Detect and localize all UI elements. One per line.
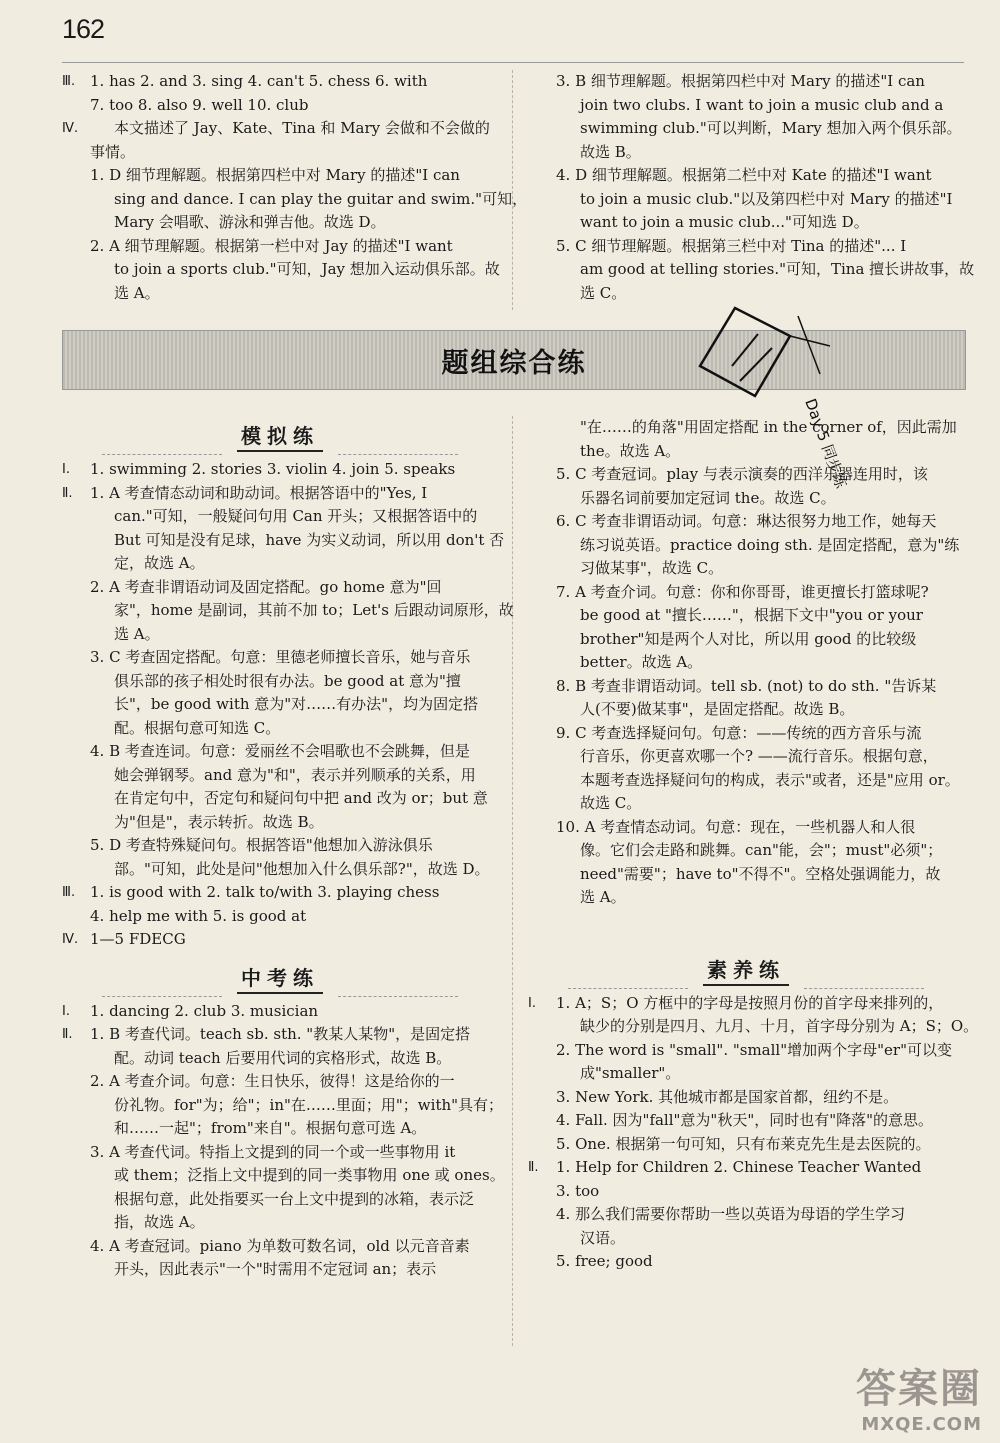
answer-text: 配。动词 teach 后要用代词的宾格形式，故选 B。 [114, 1048, 452, 1067]
answer-text: 乐器名词前要加定冠词 the。故选 C。 [580, 488, 836, 507]
answer-line [528, 581, 964, 605]
answer-line [62, 787, 498, 811]
answer-text: 或 them；泛指上文中提到的同一类事物用 one 或 ones。 [114, 1166, 505, 1184]
answer-text: 份礼物。for"为；给"；in"在……里面；用"；with"具有； [114, 1095, 504, 1114]
answer-text: 配。根据句意可知选 C。 [114, 718, 281, 737]
answer-line [528, 604, 964, 628]
answer-line [528, 839, 964, 863]
answer-line [528, 1180, 964, 1204]
answer-line [528, 651, 964, 675]
answer-line [528, 141, 964, 165]
answer-text: 2. The word is "small". "small"增加两个字母"er"可以变 [556, 1040, 952, 1059]
answer-text: 1. A 考查情态动词和助动词。根据答语中的"Yes, I [90, 483, 428, 502]
column-divider-top [512, 70, 513, 310]
answer-text: swimming club."可以判断，Mary 想加入两个俱乐部。 [580, 119, 962, 137]
answer-line [62, 552, 498, 576]
answer-text: 她会弹钢琴。and 意为"和"，表示并列顺承的关系，用 [114, 765, 476, 784]
answer-text: 事情。 [90, 142, 136, 161]
answer-line [528, 510, 964, 534]
answer-text: 练习说英语。practice doing sth. 是固定搭配，意为"练 [580, 535, 960, 554]
answer-text: 5. D 考查特殊疑问句。根据答语"他想加入游泳俱乐 [90, 836, 433, 854]
answer-line [62, 117, 498, 141]
answer-line [62, 258, 498, 282]
answer-line [62, 94, 498, 118]
answer-line [62, 693, 498, 717]
answer-text: be good at "擅长……"，根据下文中"you or your [580, 606, 923, 624]
answer-line [528, 70, 964, 94]
answer-line [528, 675, 964, 699]
part-label: Ⅳ. [62, 932, 79, 947]
section-title-literacy: 素养练 [528, 950, 964, 992]
section-title-simulation: 模拟练 [62, 416, 498, 458]
answer-text: 1. has 2. and 3. sing 4. can't 5. chess 6. with [90, 72, 428, 90]
answer-line [528, 258, 975, 282]
answer-text: Mary 会唱歌、游泳和弹吉他。故选 D。 [114, 213, 386, 231]
part-label: Ⅰ. [62, 1003, 70, 1019]
answer-text: 1. A；S；O 方框中的字母是按照月份的首字母来排列的， [556, 993, 944, 1012]
answer-line [528, 94, 964, 118]
answer-text: 1. D 细节理解题。根据第四栏中对 Mary 的描述"I can [90, 166, 460, 184]
answer-text: 3. New York. 其他城市都是国家首都，纽约不是。 [556, 1087, 899, 1106]
answer-line [528, 1109, 964, 1133]
answer-text: join two clubs. I want to join a music club and a [580, 95, 944, 114]
answer-line [62, 623, 498, 647]
answer-text: need"需要"；have to"不得不"。空格处强调能力，故 [580, 864, 941, 883]
answer-text: 在肯定句中，否定句和疑问句中把 and 改为 or；but 意 [114, 789, 488, 807]
answer-text: 选 A。 [114, 283, 160, 302]
answer-text: 汉语。 [580, 1228, 626, 1247]
answer-line [62, 1117, 498, 1141]
answer-line [528, 416, 964, 440]
column-divider-bottom [512, 416, 513, 1346]
answer-line [62, 70, 498, 94]
part-label: Ⅱ. [62, 485, 73, 501]
answer-text: 故选 C。 [580, 794, 642, 812]
part-label: Ⅳ. [62, 121, 79, 136]
answer-line [528, 463, 964, 487]
answer-line [62, 858, 498, 882]
answer-text: 家"，home 是副词，其前不加 to；Let's 后跟动词原形，故 [114, 601, 514, 619]
stamp-text: Day 5 同步练 [801, 396, 851, 491]
answer-line [528, 1086, 964, 1110]
answer-line [62, 881, 498, 905]
answer-text: 10. A 考查情态动词。句意：现在，一些机器人和人很 [556, 817, 916, 836]
top-right-column [528, 70, 975, 305]
answer-text: 5. free; good [556, 1252, 653, 1270]
answer-line [62, 1235, 498, 1259]
answer-line [62, 235, 498, 259]
answer-text: 本文描述了 Jay、Kate、Tina 和 Mary 会做和不会做的 [114, 119, 490, 137]
answer-text: sing and dance. I can play the guitar and swim."可知， [114, 189, 528, 208]
answer-text: 4. 那么我们需要你帮助一些以英语为母语的学生学习 [556, 1205, 906, 1223]
part-label: Ⅲ. [62, 885, 76, 900]
answer-text: 和……一起"；from"来自"。根据句意可选 A。 [114, 1119, 427, 1137]
answer-line [62, 482, 498, 506]
answer-line [528, 1015, 979, 1039]
answer-line [528, 117, 964, 141]
answer-text: 5. One. 根据第一句可知，只有布莱克先生是去医院的。 [556, 1134, 931, 1153]
answer-line [528, 992, 964, 1016]
answer-line [62, 1094, 504, 1118]
answer-text: 3. A 考查代词。特指上文提到的同一个或一些事物用 it [90, 1142, 456, 1161]
answer-text: 1. is good with 2. talk to/with 3. playing chess [90, 883, 440, 901]
answer-text: 根据句意，此处指要买一台上文中提到的冰箱，表示泛 [114, 1189, 475, 1208]
top-rule [62, 62, 964, 63]
answer-text: 4. help me with 5. is good at [90, 906, 307, 925]
answer-text: 故选 B。 [580, 142, 641, 161]
page-number: 162 [62, 14, 105, 44]
answer-line [62, 670, 498, 694]
answer-line [62, 529, 505, 553]
answer-text: 部。"可知，此处是问"他想加入什么俱乐部?"，故选 D。 [114, 859, 490, 878]
answer-text: 1. Help for Children 2. Chinese Teacher Wanted [556, 1158, 922, 1176]
top-left-column [62, 70, 528, 305]
answer-line [528, 1039, 964, 1063]
answer-line [62, 646, 498, 670]
answer-line [62, 740, 498, 764]
answer-line [528, 698, 964, 722]
answer-line [528, 1203, 964, 1227]
right-column [528, 416, 979, 1274]
answer-text: 6. C 考查非谓语动词。句意：琳达很努力地工作，她每天 [556, 512, 937, 530]
answer-text: to join a music club."以及第四栏中对 Mary 的描述"I [580, 189, 953, 208]
answer-text: 3. too [556, 1181, 600, 1200]
part-label: Ⅱ. [528, 1160, 539, 1175]
section-title-exam: 中考练 [62, 958, 498, 1000]
answer-text: 指，故选 A。 [114, 1213, 205, 1231]
answer-line [528, 816, 964, 840]
part-label: Ⅲ. [62, 74, 76, 89]
watermark [856, 1357, 982, 1435]
answer-line [528, 1156, 964, 1180]
answer-text: 7. too 8. also 9. well 10. club [90, 95, 309, 114]
answer-text: 1. swimming 2. stories 3. violin 4. join 5. speaks [90, 460, 456, 478]
answer-text: 为"但是"，表示转折。故选 B。 [114, 812, 324, 831]
answer-text: 4. Fall. 因为"fall"意为"秋天"，同时也有"降落"的意思。 [556, 1111, 934, 1129]
answer-line [528, 211, 964, 235]
answer-line [528, 1062, 964, 1086]
answer-line [62, 211, 498, 235]
answer-text: 1—5 FDECG [90, 930, 186, 948]
watermark-logo: 答案圈 [856, 1366, 982, 1412]
answer-text: 选 A。 [114, 624, 160, 643]
answer-line [528, 628, 964, 652]
answer-line [528, 769, 964, 793]
answer-text: to join a sports club."可知，Jay 想加入运动俱乐部。故 [114, 260, 500, 278]
answer-line [62, 717, 498, 741]
answer-text: 开头，因此表示"一个"时需用不定冠词 an；表示 [114, 1260, 437, 1278]
answer-line [62, 458, 498, 482]
answer-text: 人(不要)做某事"，是固定搭配。故选 B。 [580, 700, 855, 718]
answer-line [62, 164, 498, 188]
answer-text: 4. D 细节理解题。根据第二栏中对 Kate 的描述"I want [556, 166, 932, 184]
answer-text: better。故选 A。 [580, 653, 703, 671]
answer-text: the。故选 A。 [580, 441, 681, 460]
answer-text: 习做某事"，故选 C。 [580, 559, 724, 577]
answer-text: am good at telling stories."可知，Tina 擅长讲故事，故 [580, 260, 975, 278]
answer-text: 行音乐，你更喜欢哪一个? ——流行音乐。根据句意， [580, 747, 938, 765]
answer-text: 4. B 考查连词。句意：爱丽丝不会唱歌也不会跳舞，但是 [90, 742, 470, 760]
answer-line [62, 1070, 498, 1094]
answer-text: brother"知是两个人对比，所以用 good 的比较级 [580, 629, 917, 648]
answer-text: 5. C 考查冠词。play 与表示演奏的西洋乐器连用时，该 [556, 465, 928, 483]
answer-line [528, 487, 964, 511]
answer-line [528, 1250, 964, 1274]
answer-text: 缺少的分别是四月、九月、十月，首字母分别为 A；S；O。 [580, 1017, 979, 1035]
answer-text: 2. A 考查非谓语动词及固定搭配。go home 意为"回 [90, 577, 442, 596]
answer-line [528, 188, 964, 212]
answer-line [528, 722, 964, 746]
answer-line [62, 811, 498, 835]
answer-line [528, 235, 964, 259]
part-label: Ⅱ. [62, 1027, 73, 1042]
left-column [62, 416, 514, 1282]
answer-text: 3. B 细节理解题。根据第四栏中对 Mary 的描述"I can [556, 72, 925, 90]
answer-line [62, 141, 498, 165]
answer-line [62, 1023, 498, 1047]
answer-line [528, 1133, 964, 1157]
answer-line [62, 576, 498, 600]
answer-text: 定，故选 A。 [114, 554, 205, 572]
answer-text: 1. dancing 2. club 3. musician [90, 1001, 319, 1020]
answer-line [528, 534, 964, 558]
banner-title: 题组综合练 [441, 348, 587, 379]
answer-line [62, 928, 498, 952]
answer-line [62, 599, 514, 623]
answer-text: 7. A 考查介词。句意：你和你哥哥，谁更擅长打篮球呢? [556, 582, 929, 601]
answer-line [62, 834, 498, 858]
answer-line [62, 282, 498, 306]
answer-line [528, 863, 964, 887]
answer-line [528, 1227, 964, 1251]
answer-text: But 可知是没有足球，have 为实义动词，所以用 don't 否 [114, 530, 505, 549]
answer-text: 3. C 考查固定搭配。句意：里德老师擅长音乐，她与音乐 [90, 648, 471, 666]
answer-text: "在……的角落"用固定搭配 in the corner of，因此需加 [580, 418, 957, 436]
answer-line [62, 1211, 498, 1235]
answer-line [62, 1188, 498, 1212]
answer-line [62, 188, 528, 212]
answer-text: 2. A 细节理解题。根据第一栏中对 Jay 的描述"I want [90, 236, 453, 255]
answer-text: 长"，be good with 意为"对……有办法"，均为固定搭 [114, 695, 479, 713]
answer-line [62, 1141, 498, 1165]
answer-line [62, 1164, 505, 1188]
answer-text: 像。它们会走路和跳舞。can"能，会"；must"必须"； [580, 841, 943, 859]
answer-text: 本题考查选择疑问句的构成，表示"或者，还是"应用 or。 [580, 770, 960, 789]
part-label: Ⅰ. [62, 462, 70, 477]
watermark-url: MXQE.COM [861, 1414, 982, 1435]
answer-text: 5. C 细节理解题。根据第三栏中对 Tina 的描述"... I [556, 236, 907, 255]
answer-line [528, 557, 964, 581]
answer-line [528, 440, 964, 464]
answer-text: 9. C 考查选择疑问句。句意：——传统的西方音乐与流 [556, 723, 922, 742]
answer-text: want to join a music club..."可知选 D。 [580, 213, 869, 231]
answer-text: 成"smaller"。 [580, 1064, 681, 1082]
answer-line [62, 505, 498, 529]
answer-text: 2. A 考查介词。句意：生日快乐，彼得！这是给你的一 [90, 1072, 455, 1090]
answer-text: 1. B 考查代词。teach sb. sth. "教某人某物"，是固定搭 [90, 1025, 471, 1043]
answer-line [528, 164, 964, 188]
answer-text: 4. A 考查冠词。piano 为单数可数名词，old 以元音音素 [90, 1236, 470, 1255]
answer-line [62, 905, 498, 929]
part-label: Ⅰ. [528, 995, 536, 1011]
answer-text: can."可知，一般疑问句用 Can 开头；又根据答语中的 [114, 507, 478, 525]
answer-line [62, 1047, 498, 1071]
stamp-graphic [680, 296, 860, 491]
answer-text: 选 C。 [580, 283, 627, 302]
answer-text: 8. B 考查非谓语动词。tell sb. (not) to do sth. "告诉某 [556, 676, 937, 695]
answer-line [62, 1258, 498, 1282]
answer-line [528, 792, 964, 816]
answer-text: 俱乐部的孩子相处时很有办法。be good at 意为"擅 [114, 671, 461, 690]
answer-line [528, 745, 964, 769]
answer-text: 选 A。 [580, 888, 626, 906]
answer-line [62, 764, 498, 788]
answer-line [528, 886, 964, 910]
answer-line [62, 1000, 498, 1024]
